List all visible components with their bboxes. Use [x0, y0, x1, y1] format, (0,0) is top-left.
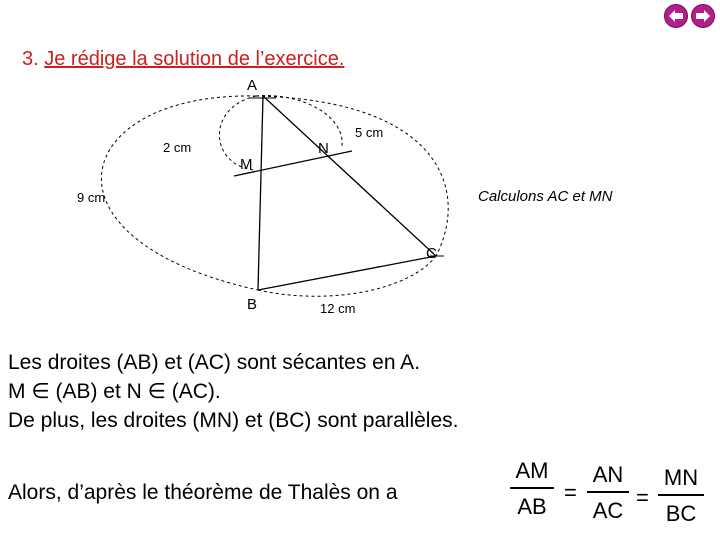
- label-length-AB: 9 cm: [77, 190, 106, 205]
- solution-conclusion: Alors, d’après le théorème de Thalès on a: [8, 481, 398, 504]
- fraction-denominator: AB: [517, 494, 547, 519]
- section-number: 3.: [22, 48, 39, 70]
- segment-AC: [263, 96, 436, 256]
- label-length-AN: 5 cm: [355, 125, 384, 140]
- fraction-numerator: MN: [663, 465, 699, 490]
- arc-AC-outer: [256, 96, 448, 256]
- equals-sign-1: =: [564, 480, 577, 505]
- fraction-numerator: AM: [515, 458, 549, 483]
- equals-sign-2: =: [636, 485, 649, 510]
- fraction-MN-BC: [658, 465, 704, 527]
- solution-line-1: Les droites (AB) et (AC) sont sécantes en A.: [8, 351, 421, 374]
- fraction-AN-AC: [587, 462, 629, 524]
- fraction-denominator: AC: [592, 498, 624, 523]
- fraction-denominator: BC: [665, 501, 697, 526]
- arc-BC-12cm: [258, 256, 436, 296]
- fraction-bar: [587, 491, 629, 493]
- fraction-AM-AB: [510, 458, 554, 520]
- label-point-C: C: [426, 245, 437, 262]
- label-point-A: A: [247, 77, 258, 94]
- solution-line-2: M ∈ (AB) et N ∈ (AC).: [8, 380, 221, 403]
- label-length-AM: 2 cm: [163, 140, 192, 155]
- fraction-numerator: AN: [592, 462, 624, 487]
- section-title-text: Je rédige la solution de l’exercice.: [44, 48, 345, 70]
- arc-AB-9cm: [101, 96, 258, 290]
- task-label: Calculons AC et MN: [478, 188, 613, 205]
- fraction-bar: [658, 494, 704, 496]
- segment-AB: [258, 96, 263, 290]
- solution-line-3: De plus, les droites (MN) et (BC) sont parallèles.: [8, 409, 459, 432]
- label-length-AC: 12 cm: [320, 301, 356, 316]
- fraction-bar: [510, 487, 554, 489]
- label-point-M: M: [240, 156, 253, 173]
- label-point-N: N: [318, 140, 329, 157]
- segment-BC: [258, 256, 436, 290]
- label-point-B: B: [247, 296, 258, 313]
